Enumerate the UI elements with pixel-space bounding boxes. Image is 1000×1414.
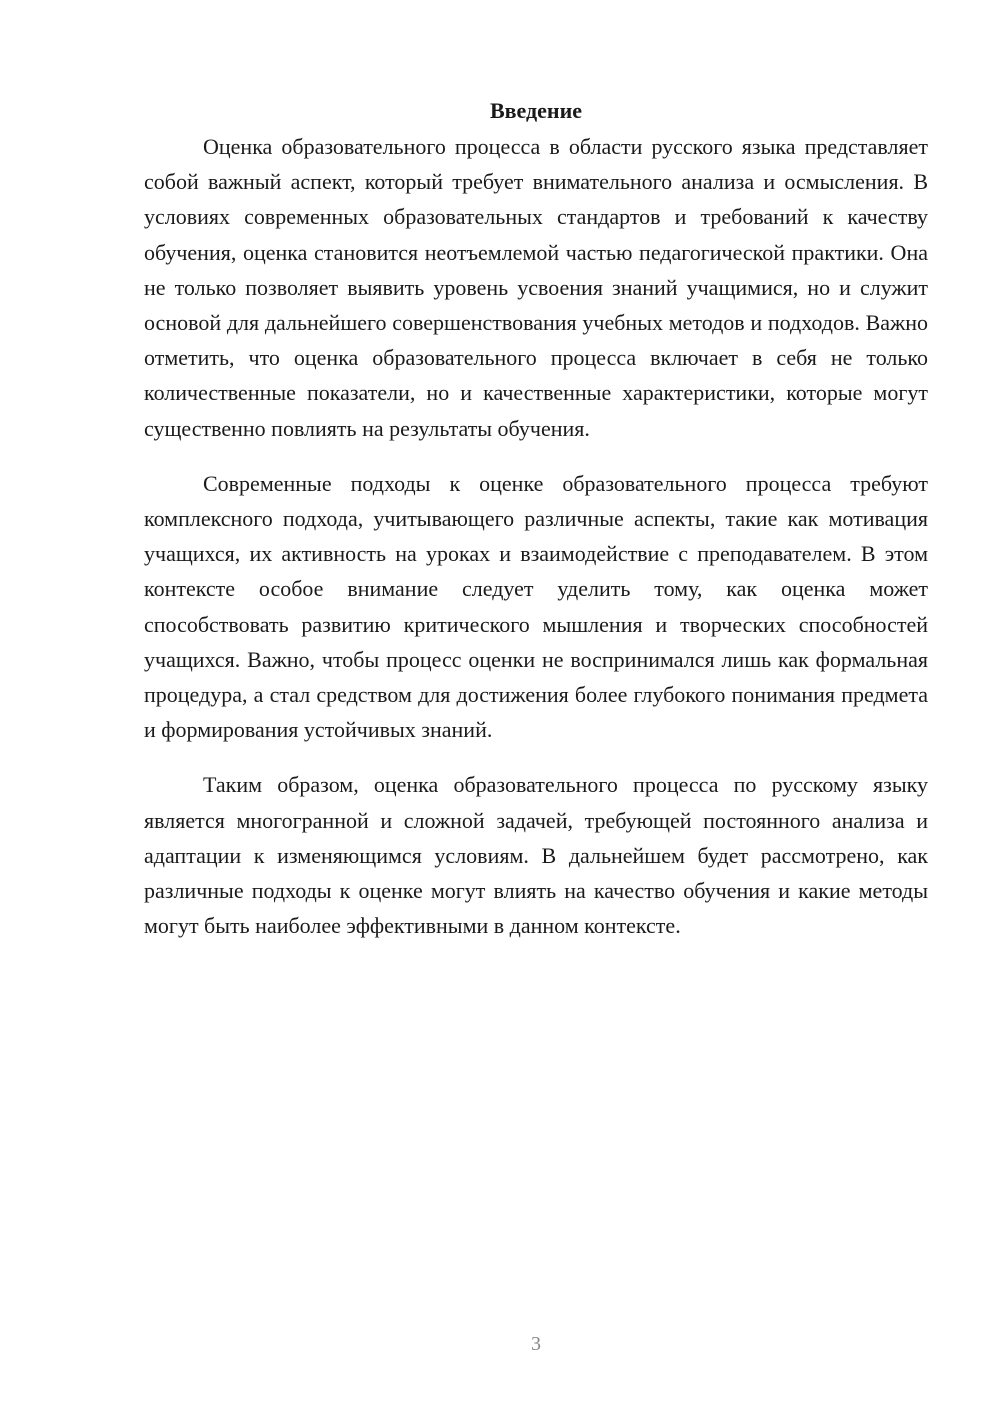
section-heading: Введение (489, 98, 583, 123)
paragraph-1: Оценка образовательного процесса в области русского языка представляет собой важный аспект, который требует внимательного анализа и осмысления. В условиях современных образовательных стандартов и требований к качеству обучения, оценка становится неотъемлемой частью педагогической практики. Она не только позволяет выявить уровень усвоения знаний учащимися, но и служит основой для дальнейшего совершенствования учебных методов и подходов. Важно отметить, что оценка образовательного процесса включает в себя не только количественные показатели, но и качественные характеристики, которые могут существенно повлиять на результаты обучения. (144, 134, 928, 441)
page-content (144, 93, 928, 943)
page-number: 3 (531, 1333, 541, 1355)
paragraph-2: Современные подходы к оценке образовательного процесса требуют комплексного подхода, учитывающего различные аспекты, такие как мотивация учащихся, их активность на уроках и взаимодействие с преподавателем. В этом контексте особое внимание следует уделить тому, как оценка может способствовать развитию критического мышления и творческих способностей учащихся. Важно, чтобы процесс оценки не воспринимался лишь как формальная процедура, а стал средством для достижения более глубокого понимания предмета и формирования устойчивых знаний. (144, 470, 928, 743)
paragraph-3: Таким образом, оценка образовательного процесса по русскому языку является многогранной и сложной задачей, требующей постоянного анализа и адаптации к изменяющимся условиям. В дальнейшем будет рассмотрено, как различные подходы к оценке могут влиять на качество обучения и какие методы могут быть наиболее эффективными в данном контексте. (144, 772, 928, 939)
